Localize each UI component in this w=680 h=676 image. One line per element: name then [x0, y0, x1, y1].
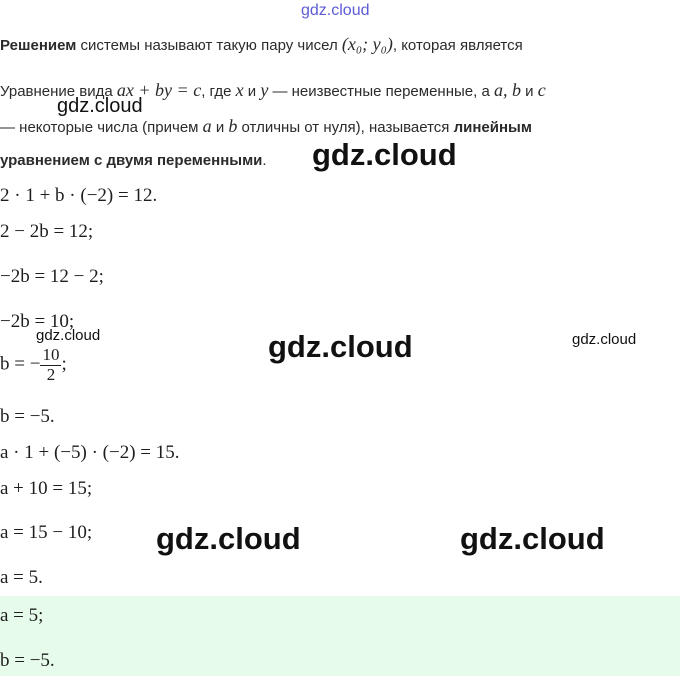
step-10: a = 5.: [0, 567, 43, 588]
fraction: [40, 346, 61, 384]
definition-linear-text: и: [211, 119, 229, 136]
definition-linear-term: уравнением с двумя переменными: [0, 152, 263, 169]
step-2: 2 − 2b = 12;: [0, 221, 94, 242]
definition-linear-text: и: [520, 83, 538, 100]
variable-b: b: [228, 116, 238, 136]
step-8: a + 10 = 15;: [0, 478, 93, 499]
definition-solution-term: Решением: [0, 37, 77, 54]
answer-box: [0, 596, 680, 676]
watermark: gdz.cloud: [572, 331, 637, 348]
definition-linear-text: — некоторые числа (причем: [0, 119, 203, 136]
definition-solution-end: , которая является: [392, 37, 523, 54]
definition-linear-term: линейным: [453, 119, 532, 136]
watermark: gdz.cloud: [268, 329, 413, 364]
watermark: gdz.cloud: [57, 95, 143, 117]
definition-solution-text: системы называют такую пару чисел: [76, 37, 342, 54]
step-1: 2 · 1 + b · (−2) = 12.: [0, 185, 158, 206]
definition-linear-text: Уравнение вида: [0, 83, 117, 100]
definition-linear-text: .: [262, 152, 267, 169]
answer-a: a = 5;: [0, 605, 44, 626]
step-7: a · 1 + (−5) · (−2) = 15.: [0, 442, 180, 463]
linear-equation-formula: ax + by = c: [116, 80, 202, 100]
watermark-top: gdz.cloud: [301, 2, 370, 19]
variables-a-b: a, b: [493, 80, 521, 100]
answer-b: b = −5.: [0, 650, 55, 671]
step-6: b = −5.: [0, 406, 55, 427]
step-5-left: b = −: [0, 353, 41, 375]
watermark: gdz.cloud: [460, 521, 605, 556]
definition-linear-text: , где: [201, 83, 236, 100]
step-3: −2b = 12 − 2;: [0, 266, 104, 287]
fraction-denominator: 2: [46, 364, 56, 384]
definition-linear-text: — неизвестные переменные, а: [268, 83, 494, 100]
definition-linear-text: и: [243, 83, 261, 100]
definition-linear-text: отличны от нуля), называется: [237, 119, 454, 136]
watermark: gdz.cloud: [312, 137, 457, 172]
step-5: [0, 346, 67, 384]
definition-linear-line2: [0, 116, 532, 137]
variable-a: a: [202, 116, 212, 136]
variable-x: x: [235, 80, 244, 100]
step-5-end: ;: [61, 353, 67, 375]
definition-solution-pair: (x₀; y₀): [341, 34, 393, 54]
variable-c: c: [537, 80, 546, 100]
definition-solution: [0, 34, 523, 55]
step-4: −2b = 10;: [0, 311, 75, 332]
step-9: a = 15 − 10;: [0, 522, 93, 543]
variable-y: y: [260, 80, 269, 100]
definition-linear-line3: [0, 152, 267, 169]
fraction-numerator: 10: [42, 345, 60, 364]
watermark: gdz.cloud: [36, 327, 101, 344]
watermark: gdz.cloud: [156, 521, 301, 556]
